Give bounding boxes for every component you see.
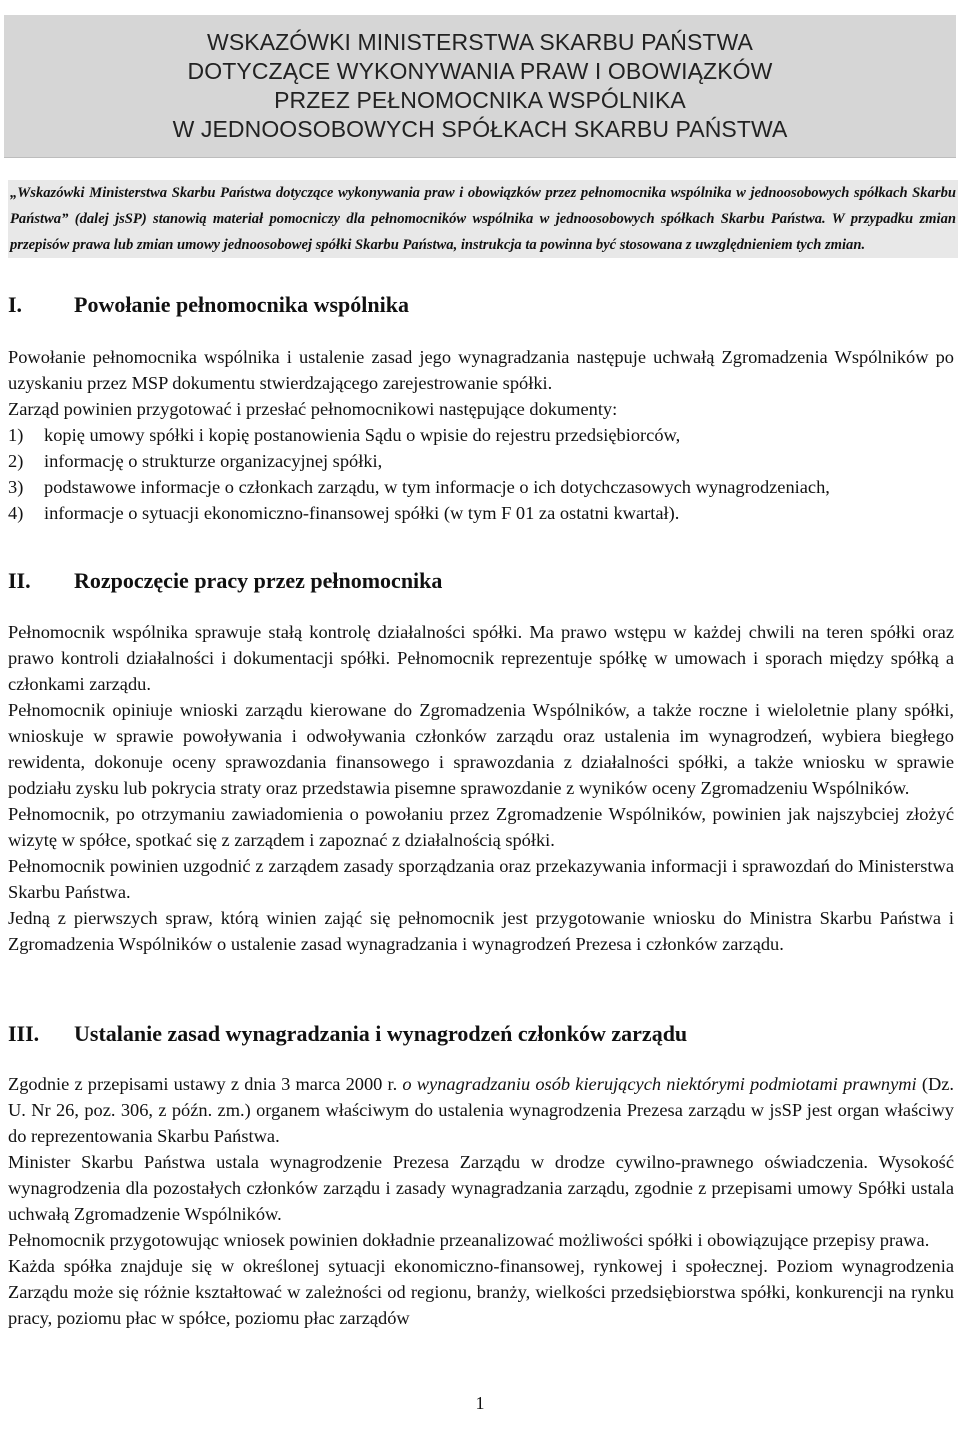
section-1-number: I.	[8, 292, 23, 317]
section-3-paragraph-3: Pełnomocnik przygotowując wniosek powinien dokładnie przeanalizować możliwości spółki i obowiązujące przepisy prawa.	[8, 1230, 930, 1250]
section-3-paragraph-1	[8, 1071, 954, 1149]
section-1-body	[8, 344, 954, 526]
section-1-paragraph-2: Zarząd powinien przygotować i przesłać pełnomocnikowi następujące dokumenty:	[8, 399, 618, 419]
section-3-title: Ustalanie zasad wynagradzania i wynagrodzeń członków zarządu	[74, 1021, 688, 1046]
section-3-body	[8, 1071, 954, 1331]
list-item-text: podstawowe informacje o członkach zarządu, w tym informacje o ich dotychczasowych wynagrodzeniach,	[44, 477, 830, 497]
section-3-paragraph-4: Każda spółka znajduje się w określonej sytuacji ekonomiczno-finansowej, rynkowej i społecznej. Poziom wynagrodzenia Zarządu może się różnie kształtować w zależności od regionu, branży, wielkości przedsiębiorstwa spółki, konkurencji na rynku pracy, poziomu płac w spółce, poziomu płac zarządów	[8, 1256, 954, 1328]
list-item-number: 2)	[8, 451, 24, 471]
list-item-number: 3)	[8, 477, 24, 497]
section-2-paragraph-2: Pełnomocnik opiniuje wnioski zarządu kierowane do Zgromadzenia Wspólników, a także roczne i wieloletnie plany spółki, wnioskuje w sprawie powoływania i odwoływania członków zarządu oraz ustalenia im wynagrodzeń, wybiera biegłego rewidenta, dokonuje oceny sprawozdania finansowego i sprawozdania z działalności spółki, a także wniosku w sprawie podziału zysku lub pokrycia straty oraz przedstawia pisemne sprawozdanie z wyników oceny Zgromadzeniu Wspólników.	[8, 700, 954, 798]
list-item-text: kopię umowy spółki i kopię postanowienia Sądu o wpisie do rejestru przedsiębiorców,	[44, 425, 681, 445]
documents-list	[8, 422, 954, 526]
list-item-number: 4)	[8, 503, 24, 523]
section-1-heading	[8, 292, 409, 318]
section-1-paragraph-1: Powołanie pełnomocnika wspólnika i ustalenie zasad jego wynagradzania następuje uchwałą Zgromadzenia Wspólników po uzyskaniu przez MSP dokumentu stwierdzającego zarejestrowanie spółki.	[8, 347, 954, 393]
section-2-title: Rozpoczęcie pracy przez pełnomocnika	[74, 568, 443, 593]
section-2-heading	[8, 568, 442, 594]
intro-paragraph	[8, 180, 958, 258]
section-1-title: Powołanie pełnomocnika wspólnika	[74, 292, 409, 317]
intro-text: „Wskazówki Ministerstwa Skarbu Państwa dotyczące wykonywania praw i obowiązków przez pełnomocnika wspólnika w jednoosobowych spółkach Skarbu Państwa” (dalej jsSP) stanowią materiał pomocniczy dla pełnomocników wspólnika w jednoosobowych spółkach Skarbu Państwa. W przypadku zmian przepisów prawa lub zmian umowy jednoosobowej spółki Skarbu Państwa, instrukcja ta powinna być stosowana z uwzględnieniem tych zmian.	[10, 185, 956, 253]
title-box	[4, 15, 956, 158]
list-item-text: informacje o sytuacji ekonomiczno-finansowej spółki (w tym F 01 za ostatni kwartał).	[44, 503, 680, 523]
title-line-4: W JEDNOOSOBOWYCH SPÓŁKACH SKARBU PAŃSTWA	[172, 116, 788, 142]
section-3-paragraph-1-end: (Dz. U. Nr 26, poz. 306, z późn. zm.) organem właściwym do ustalenia wynagrodzenia Prezesa zarządu w jsSP jest organ właściwy do reprezentowania Skarbu Państwa.	[8, 1074, 954, 1146]
section-2-paragraph-3: Pełnomocnik, po otrzymaniu zawiadomienia o powołaniu przez Zgromadzenie Wspólników, powinien jak najszybciej złożyć wizytę w spółce, spotkać się z zarządem i zapoznać z działalnością spółki.	[8, 804, 954, 850]
list-item-text: informację o strukturze organizacyjnej spółki,	[44, 451, 383, 471]
section-3-paragraph-2: Minister Skarbu Państwa ustala wynagrodzenie Prezesa Zarządu w drodze cywilno-prawnego oświadczenia. Wysokość wynagrodzenia dla pozostałych członków zarządu i zasady wynagradzania zarządu, zgodnie z przepisami umowy Spółki ustala uchwałą Zgromadzenie Wspólników.	[8, 1152, 954, 1224]
section-2-number: II.	[8, 568, 31, 593]
section-2-paragraph-4: Pełnomocnik powinien uzgodnić z zarządem zasady sporządzania oraz przekazywania informacji i sprawozdań do Ministerstwa Skarbu Państwa.	[8, 856, 954, 902]
section-2-body	[8, 619, 954, 957]
list-item-number: 1)	[8, 425, 24, 445]
list-item	[8, 422, 954, 448]
section-3-paragraph-1-start: Zgodnie z przepisami ustawy z dnia 3 marca 2000 r.	[8, 1074, 403, 1094]
section-2-paragraph-5: Jedną z pierwszych spraw, którą winien zająć się pełnomocnik jest przygotowanie wniosku do Ministra Skarbu Państwa i Zgromadzenia Wspólników o ustalenie zasad wynagradzania i wynagrodzeń Prezesa i członków zarządu.	[8, 908, 954, 954]
section-3-number: III.	[8, 1021, 40, 1046]
act-title: o wynagradzaniu osób kierujących niektórymi podmiotami prawnymi	[402, 1074, 917, 1094]
page-number: 1	[475, 1393, 485, 1413]
list-item	[8, 474, 954, 500]
title-line-3: PRZEZ PEŁNOMOCNIKA WSPÓLNIKA	[274, 87, 686, 113]
title-line-2: DOTYCZĄCE WYKONYWANIA PRAW I OBOWIĄZKÓW	[187, 58, 773, 84]
title-line-1: WSKAZÓWKI MINISTERSTWA SKARBU PAŃSTWA	[207, 29, 753, 55]
list-item	[8, 448, 954, 474]
section-3-heading	[8, 1021, 687, 1047]
section-2-paragraph-1: Pełnomocnik wspólnika sprawuje stałą kontrolę działalności spółki. Ma prawo wstępu w każdej chwili na teren spółki oraz prawo kontroli działalności i dokumentacji spółki. Pełnomocnik reprezentuje spółkę w umowach i sporach między spółką a członkami zarządu.	[8, 622, 954, 694]
list-item	[8, 500, 954, 526]
